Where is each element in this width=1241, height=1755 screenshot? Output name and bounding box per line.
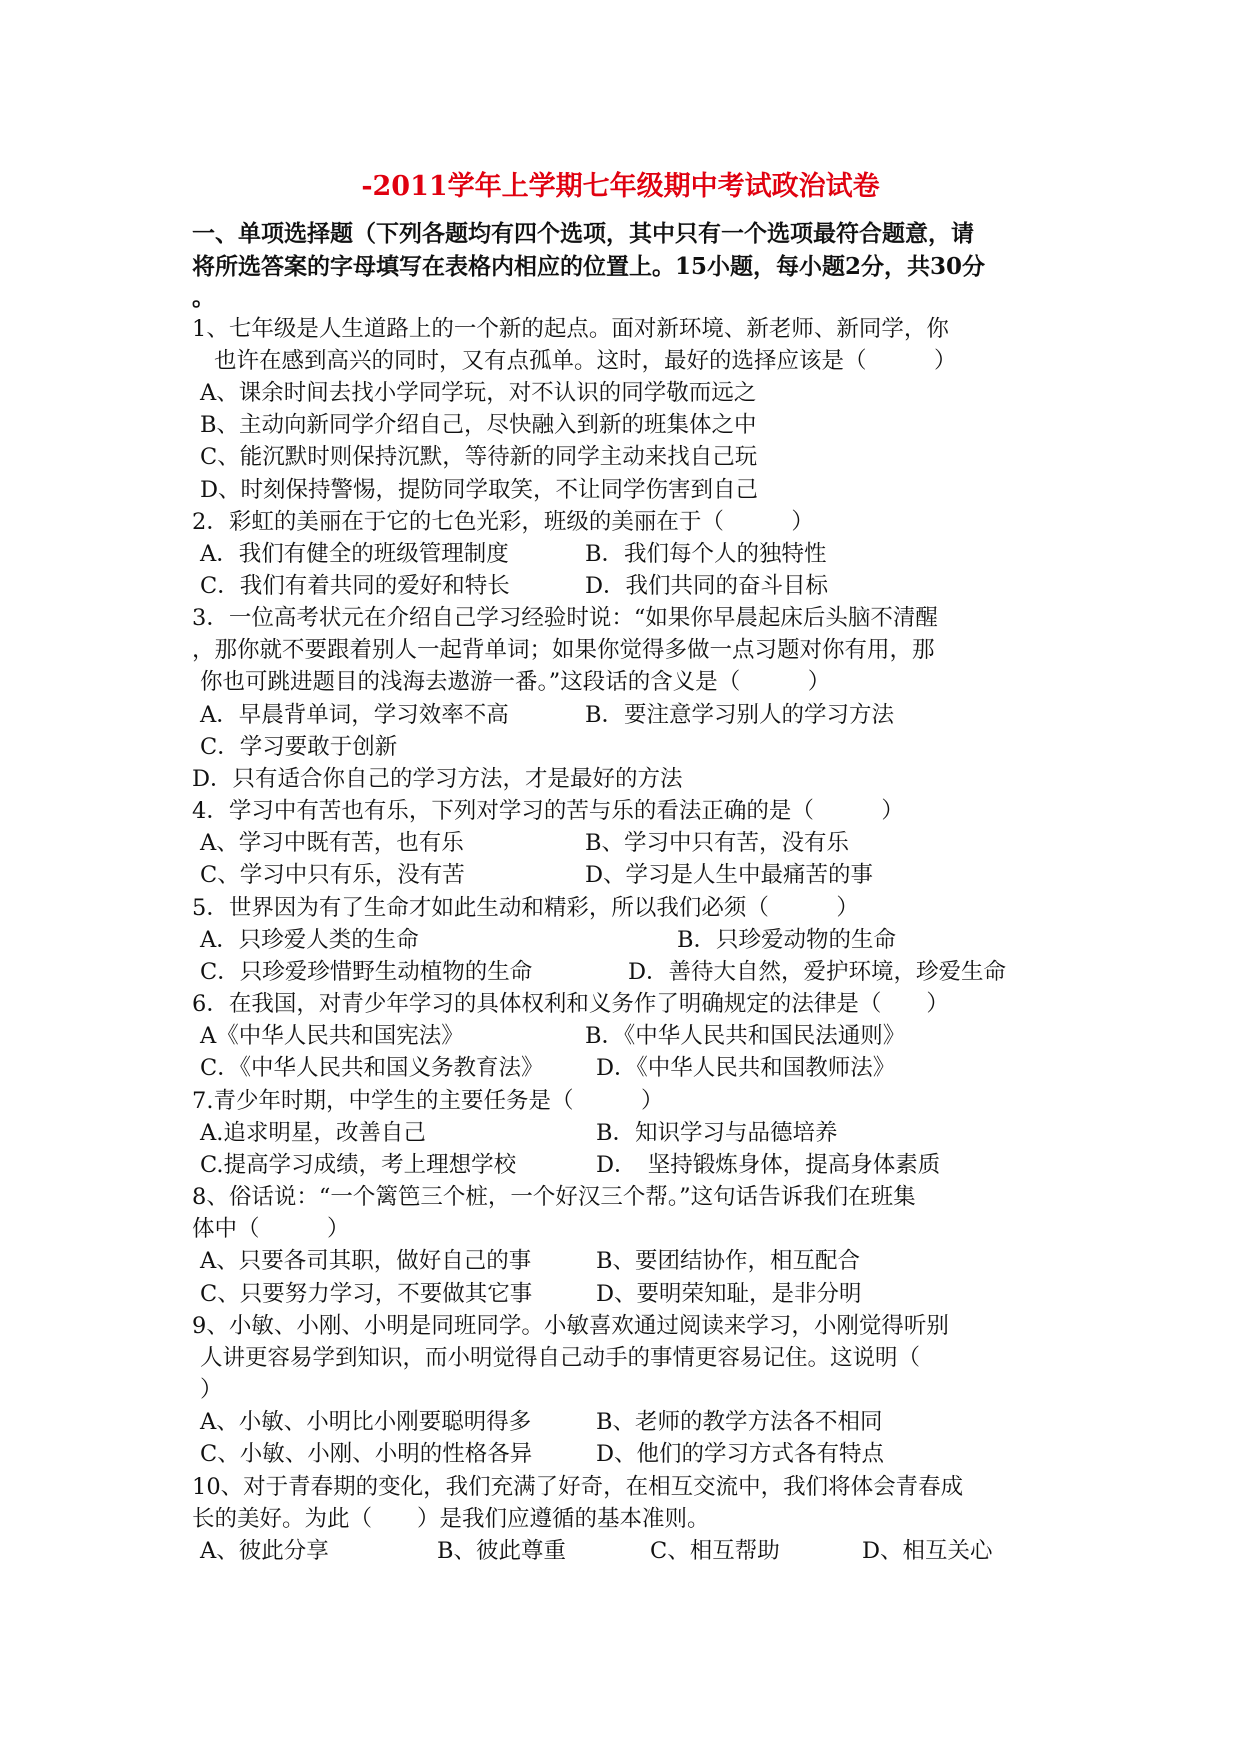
question-2-option-d: D．我们共同的奋斗目标 <box>585 573 829 599</box>
question-1-option-c: C、能沉默时则保持沉默，等待新的同学主动来找自己玩 <box>200 444 758 470</box>
question-7-option-a: A.追求明星，改善自己 <box>200 1120 426 1146</box>
question-3-text-line-1: 3．一位高考状元在介绍自己学习经验时说：“如果你早晨起床后头脑不清醒 <box>192 605 938 631</box>
question-7-option-b: B．知识学习与品德培养 <box>596 1120 838 1146</box>
question-3-option-d: D．只有适合你自己的学习方法，才是最好的方法 <box>192 766 683 792</box>
question-8-option-c: C、只要努力学习，不要做其它事 <box>200 1281 533 1307</box>
question-9-text-line-3: ） <box>200 1377 223 1403</box>
question-6-text: 6．在我国，对青少年学习的具体权利和义务作了明确规定的法律是（ ） <box>192 991 949 1017</box>
section-heading-line-3: 。 <box>192 284 215 311</box>
exam-title: -2011学年上学期七年级期中考试政治试卷 <box>361 171 880 202</box>
question-6-option-c: C．《中华人民共和国义务教育法》 <box>200 1055 544 1081</box>
question-9-option-b: B、老师的教学方法各不相同 <box>596 1409 883 1435</box>
question-2-option-c: C．我们有着共同的爱好和特长 <box>200 573 510 599</box>
question-5-text: 5．世界因为有了生命才如此生动和精彩，所以我们必须（ ） <box>192 895 859 921</box>
question-8-option-a: A、只要各司其职，做好自己的事 <box>200 1248 532 1274</box>
question-1-text-line-2: 也许在感到高兴的同时，又有点孤单。这时，最好的选择应该是（ ） <box>214 348 957 374</box>
question-10-option-a: A、彼此分享 <box>200 1538 329 1564</box>
question-6-option-b: B．《中华人民共和国民法通则》 <box>585 1023 906 1049</box>
question-6-option-a: A《中华人民共和国宪法》 <box>200 1023 464 1049</box>
question-4-option-d: D、学习是人生中最痛苦的事 <box>585 862 874 888</box>
section-heading-line-2: 将所选答案的字母填写在表格内相应的位置上。15小题，每小题2分，共30分 <box>192 253 986 280</box>
question-8-option-b: B、要团结协作，相互配合 <box>596 1248 861 1274</box>
question-4-option-a: A、学习中既有苦，也有乐 <box>200 830 464 856</box>
question-8-option-d: D、要明荣知耻，是非分明 <box>596 1281 862 1307</box>
question-8-text-line-2: 体中（ ） <box>192 1216 350 1242</box>
question-5-option-b: B．只珍爱动物的生命 <box>677 927 897 953</box>
question-2-option-a: A．我们有健全的班级管理制度 <box>200 541 509 567</box>
question-5-option-a: A．只珍爱人类的生命 <box>200 927 419 953</box>
question-7-option-d: D． 坚持锻炼身体，提高身体素质 <box>596 1152 941 1178</box>
question-1-text-line-1: 1、七年级是人生道路上的一个新的起点。面对新环境、新老师、新同学，你 <box>192 316 949 342</box>
section-heading-line-1: 一、单项选择题（下列各题均有四个选项，其中只有一个选项最符合题意，请 <box>192 220 974 247</box>
question-9-text-line-2: 人讲更容易学到知识，而小明觉得自己动手的事情更容易记住。这说明（ <box>200 1345 921 1371</box>
question-5-option-c: C．只珍爱珍惜野生动植物的生命 <box>200 959 533 985</box>
question-4-option-b: B、学习中只有苦，没有乐 <box>585 830 850 856</box>
question-3-text-line-3: 你也可跳进题目的浅海去遨游一番。”这段话的含义是（ ） <box>200 669 831 695</box>
question-10-text-line-2: 长的美好。为此（ ）是我们应遵循的基本准则。 <box>192 1506 710 1532</box>
question-9-option-d: D、他们的学习方式各有特点 <box>596 1441 885 1467</box>
question-9-text-line-1: 9、小敏、小刚、小明是同班同学。小敏喜欢通过阅读来学习，小刚觉得听别 <box>192 1313 949 1339</box>
question-1-option-d: D、时刻保持警惕，提防同学取笑，不让同学伤害到自己 <box>200 477 759 503</box>
question-10-option-b: B、彼此尊重 <box>437 1538 567 1564</box>
question-9-option-a: A、小敏、小明比小刚要聪明得多 <box>200 1409 532 1435</box>
question-5-option-d: D．善待大自然，爱护环境，珍爱生命 <box>628 959 1007 985</box>
question-10-option-d: D、相互关心 <box>862 1538 993 1564</box>
question-3-text-line-2: ，那你就不要跟着别人一起背单词；如果你觉得多做一点习题对你有用，那 <box>192 637 935 663</box>
question-10-text-line-1: 10、对于青春期的变化，我们充满了好奇，在相互交流中，我们将体会青春成 <box>192 1474 964 1500</box>
question-4-option-c: C、学习中只有乐，没有苦 <box>200 862 465 888</box>
question-7-option-c: C.提高学习成绩，考上理想学校 <box>200 1152 517 1178</box>
question-7-text: 7.青少年时期，中学生的主要任务是（ ） <box>192 1088 664 1114</box>
question-9-option-c: C、小敏、小刚、小明的性格各异 <box>200 1441 533 1467</box>
question-6-option-d: D．《中华人民共和国教师法》 <box>596 1055 896 1081</box>
question-2-option-b: B．我们每个人的独特性 <box>585 541 827 567</box>
question-1-option-a: A、课余时间去找小学同学玩，对不认识的同学敬而远之 <box>200 380 757 406</box>
question-3-option-c: C．学习要敢于创新 <box>200 734 398 760</box>
question-10-option-c: C、相互帮助 <box>650 1538 780 1564</box>
question-1-option-b: B、主动向新同学介绍自己，尽快融入到新的班集体之中 <box>200 412 757 438</box>
question-3-option-b: B．要注意学习别人的学习方法 <box>585 702 895 728</box>
question-3-option-a: A．早晨背单词，学习效率不高 <box>200 702 509 728</box>
question-4-text: 4．学习中有苦也有乐，下列对学习的苦与乐的看法正确的是（ ） <box>192 798 904 824</box>
question-2-text: 2．彩虹的美丽在于它的七色光彩，班级的美丽在于（ ） <box>192 509 814 535</box>
question-8-text-line-1: 8、俗话说：“一个篱笆三个桩，一个好汉三个帮。”这句话告诉我们在班集 <box>192 1184 916 1210</box>
